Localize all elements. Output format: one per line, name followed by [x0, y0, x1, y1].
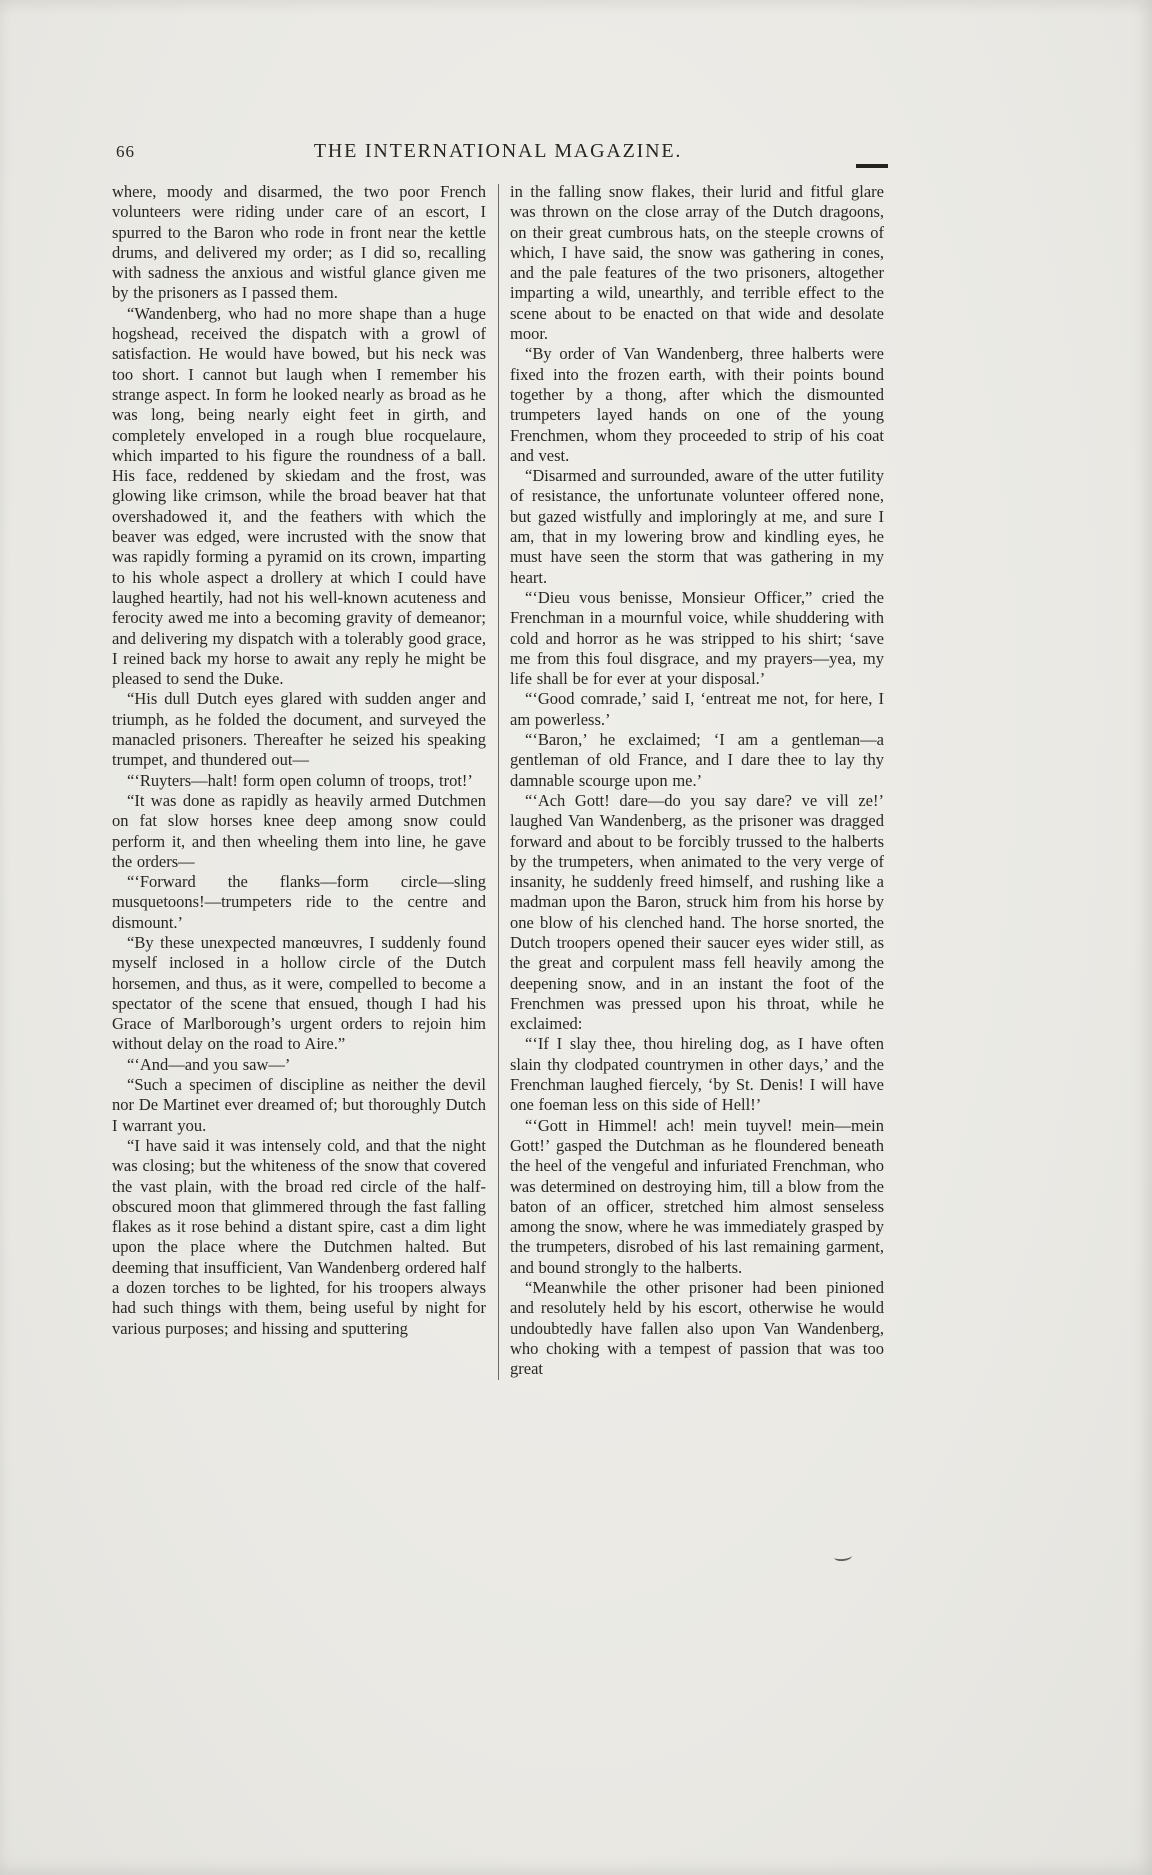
paragraph: “By these unexpected manœuvres, I suddenly found myself inclosed in a hollow circle of the Dutch horsemen, and thus, as it were, compelled to become a spectator of the scene that ensued, though I had his Grace of Marlborough’s urgent orders to rejoin him without delay on the road to Aire.” [112, 932, 486, 1054]
paragraph: “‘Gott in Himmel! ach! mein tuyvel! mein—mein Gott!’ gasped the Dutchman as he floundered beneath the heel of the vengeful and infuriated Frenchman, who was determined on destroying him, till a blow from the baton of an officer, stretched him almost senseless among the snow, where he was immediately grasped by the trumpeters, disrobed of his last remaining garment, and bound strongly to the halberts. [510, 1115, 884, 1277]
paragraph: “‘Forward the flanks—form circle—sling musquetoons!—trumpeters ride to the centre and dismount.’ [112, 872, 486, 932]
column-divider [498, 184, 499, 1380]
paragraph: “By order of Van Wandenberg, three halberts were fixed into the frozen earth, with their points bound together by a thong, after which the dismounted trumpeters layed hands on one of the young Frenchmen, whom they proceeded to strip of his coat and vest. [510, 344, 884, 465]
paragraph: in the falling snow flakes, their lurid and fitful glare was thrown on the close array of the Dutch dragoons, on their great cumbrous hats, on the steeple crowns of which, I have said, the snow was gathering in cones, and the pale features of the two prisoners, altogether imparting a wild, unearthly, and terrible effect to the scene about to be enacted on that wide and desolate moor. [510, 182, 884, 344]
paragraph: “‘And—and you saw—’ [127, 1054, 291, 1074]
scan-artifact-mark [834, 1551, 853, 1562]
paragraph: “Disarmed and surrounded, aware of the utter futility of resistance, the unfortunate volunteer offered none, but gazed wistfully and imploringly at me, and sure I am, that in my lowering brow and kindling eyes, he must have seen the storm that was gathering in my heart. [510, 466, 884, 587]
paragraph: “‘If I slay thee, thou hireling dog, as I have often slain thy clodpated countrymen in other days,’ and the Frenchman laughed fiercely, ‘by St. Denis! I will have one foeman less on this side of Hell!’ [510, 1034, 884, 1115]
page-number: 66 [116, 142, 135, 161]
printers-rule [856, 164, 888, 168]
page-header [112, 138, 884, 170]
text-columns [112, 182, 884, 1380]
paragraph: “It was done as rapidly as heavily armed Dutchmen on fat slow horses knee deep among snow could perform it, and then wheeling them into line, he gave the orders— [112, 790, 486, 871]
paragraph: “Such a specimen of discipline as neither the devil nor De Martinet ever dreamed of; but thoroughly Dutch I warrant you. [112, 1075, 486, 1135]
paragraph: “Meanwhile the other prisoner had been pinioned and resolutely held by his escort, otherwise he would undoubtedly have fallen also upon Van Wandenberg, who choking with a tempest of passion that was too great [510, 1278, 884, 1379]
paragraph: “‘Baron,’ he exclaimed; ‘I am a gentleman—a gentleman of old France, and I dare thee to lay thy damnable scourge upon me.’ [510, 730, 884, 790]
paragraph: “‘Dieu vous benisse, Monsieur Officer,” cried the Frenchman in a mournful voice, while shuddering with cold and horror as he was stripped to his shirt; ‘save me from this foul disgrace, and my prayers—yea, my life shall be for ever at your disposal.’ [510, 587, 884, 689]
left-column [112, 182, 486, 1380]
paragraph: “Wandenberg, who had no more shape than a huge hogshead, received the dispatch with a growl of satisfaction. He would have bowed, but his neck was too short. I cannot but laugh when I remember his strange aspect. In form he looked nearly as broad as he was long, being nearly eight feet in girth, and completely enveloped in a rough blue rocquelaure, which imparted to his figure the roundness of a ball. His face, reddened by skiedam and the frost, was glowing like crimson, while the broad beaver hat that overshadowed it, and the feathers with which the beaver was edged, were incrusted with the snow that was rapidly forming a pyramid on its crown, imparting to his whole aspect a drollery at which I could have laughed heartily, had not his well-known acuteness and ferocity awed me into a becoming gravity of demeanor; and delivering my dispatch with a tolerably good grace, I reined back my horse to await any reply he might be pleased to send the Duke. [112, 303, 486, 689]
paragraph: “‘Ruyters—halt! form open column of troops, trot!’ [127, 770, 473, 790]
paragraph: “‘Good comrade,’ said I, ‘entreat me not, for here, I am powerless.’ [510, 689, 884, 729]
page-title: THE INTERNATIONAL MAGAZINE. [313, 140, 683, 162]
paragraph: “His dull Dutch eyes glared with sudden anger and triumph, as he folded the document, and surveyed the manacled prisoners. Thereafter he seized his speaking trumpet, and thundered out— [112, 689, 486, 770]
right-column [510, 182, 884, 1380]
page-content [112, 138, 884, 1380]
paragraph: “I have said it was intensely cold, and that the night was closing; but the whiteness of the snow that covered the vast plain, with the broad red circle of the half-obscured moon that glimmered through the fast falling flakes as it rose behind a distant spire, cast a dim light upon the place where the Dutchmen halted. But deeming that insufficient, Van Wandenberg ordered half a dozen torches to be lighted, for his troopers always had such things with them, being useful by night for various purposes; and hissing and sputtering [112, 1135, 486, 1338]
paragraph: where, moody and disarmed, the two poor French volunteers were riding under care of an escort, I spurred to the Baron who rode in front near the kettle drums, and delivered my order; as I did so, recalling with sadness the anxious and wistful glance given me by the prisoners as I passed them. [112, 182, 486, 303]
paragraph: “‘Ach Gott! dare—do you say dare? ve vill ze!’ laughed Van Wandenberg, as the prisoner was dragged forward and about to be forcibly trussed to the halberts by the trumpeters, when animated to the very verge of insanity, he suddenly freed himself, and rushing like a madman upon the Baron, struck him from his horse by one blow of his clenched hand. The horse snorted, the Dutch troopers opened their saucer eyes wider still, as the great and corpulent mass fell heavily among the deepening snow, and in an instant the foot of the Frenchmen was pressed upon his throat, while he exclaimed: [510, 790, 884, 1034]
